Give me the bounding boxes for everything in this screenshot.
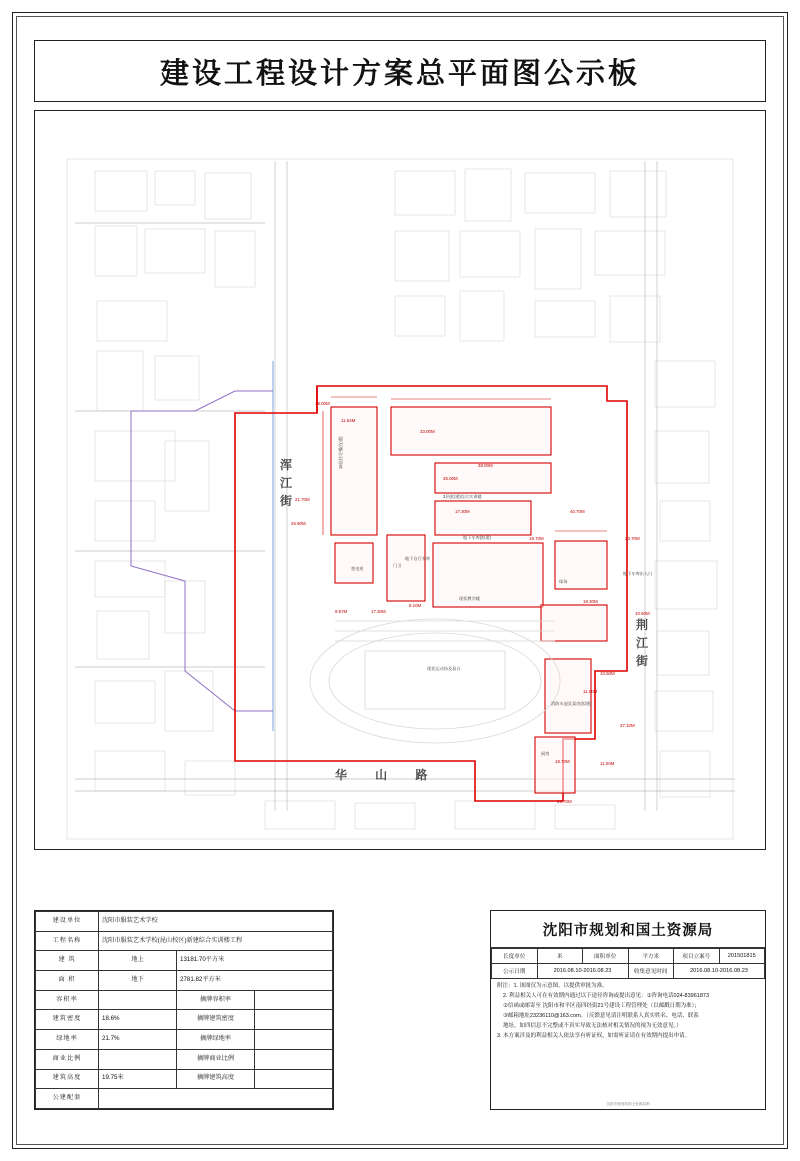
dimension-label: 40.70M	[570, 509, 585, 514]
meta-key: 项目立案号	[674, 949, 720, 964]
building-label: 厨房	[541, 751, 550, 756]
dimension-label: 26.90M	[291, 521, 306, 526]
note-line: ②信函或邮寄至 沈阳市和平区南四经街21号建设工程管理处（以邮戳日期为准）；	[503, 1002, 700, 1009]
info-label: 建设单位	[36, 912, 99, 932]
footer-mini-text: 沈阳市规划和国土资源局制	[606, 1102, 650, 1106]
dimension-label: 21.70M	[295, 497, 310, 502]
info-value: 13181.70平方米	[177, 951, 333, 971]
dimension-label: 18.70M	[555, 759, 570, 764]
dimension-label: 18.30M	[583, 599, 598, 604]
info-label: 容积率	[36, 990, 99, 1010]
meta-key: 长度单位	[492, 949, 538, 964]
project-info-table	[34, 910, 334, 1110]
building-label: 地下车库(拟建)	[463, 535, 491, 540]
info-value	[99, 990, 177, 1010]
authority-block	[490, 910, 766, 1110]
info-label: 建 筑	[36, 951, 99, 971]
info-label2: 摘牌建筑高度	[177, 1069, 255, 1089]
building-label: 现状运动场及看台	[427, 666, 461, 671]
info-value: 18.6%	[99, 1010, 177, 1030]
building-label: 地下自行车库	[405, 556, 431, 561]
notes-block	[491, 979, 765, 1045]
building-label: 地下车库出入口	[623, 571, 653, 576]
table-row	[36, 1069, 333, 1089]
info-value2	[255, 1069, 333, 1089]
street-label-jingjiang: 荆 江 街	[635, 618, 648, 668]
dimension-label: 18.00M	[315, 401, 330, 406]
table-row	[36, 990, 333, 1010]
dimension-label: 26.70M	[557, 799, 572, 804]
dimension-label: 35.00M	[443, 476, 458, 481]
building-label: 消防水池及泵房(拟建)	[551, 701, 592, 706]
dimension-label: 8.10M	[409, 603, 422, 608]
table-row	[36, 1089, 333, 1109]
info-label: 建筑密度	[36, 1010, 99, 1030]
dimension-label: 23.70M	[625, 536, 640, 541]
authority-meta-table	[491, 948, 765, 979]
table-row	[492, 949, 765, 964]
meta-value: 米	[537, 949, 583, 964]
table-row	[36, 951, 333, 971]
table-row	[36, 1049, 333, 1069]
info-label2: 摘牌绿地率	[177, 1030, 255, 1050]
info-label: 绿地率	[36, 1030, 99, 1050]
table-row	[492, 964, 765, 979]
meta-value: 2016.08.10-2016.08.23	[674, 964, 765, 979]
dimension-label: 33.00M	[420, 429, 435, 434]
dimension-label: 10.50M	[600, 671, 615, 676]
street-label-huashan: 华 山 路	[335, 768, 440, 782]
table-row	[36, 971, 333, 991]
info-label: 公建配套	[36, 1089, 99, 1109]
site-plan-map	[34, 110, 766, 850]
authority-title: 沈阳市规划和国土资源局	[491, 911, 765, 948]
site-plan-drawing	[35, 111, 765, 849]
info-label2: 摘牌建筑密度	[177, 1010, 255, 1030]
info-value2	[255, 990, 333, 1010]
info-sublabel: 地下	[99, 971, 177, 991]
info-label: 工程名称	[36, 931, 99, 951]
table-row	[36, 1030, 333, 1050]
info-value: 沈阳市服装艺术学校	[99, 912, 333, 932]
dimension-label: 19.70M	[529, 536, 544, 541]
info-value: 沈阳市服装艺术学校(昆山校区)新建综合实训楼工程	[99, 931, 333, 951]
meta-key: 收集意见时间	[628, 964, 674, 979]
info-label2: 摘牌容积率	[177, 990, 255, 1010]
meta-value: 平方米	[628, 949, 674, 964]
dimension-label: 11.00M	[583, 689, 598, 694]
note-line: 2. 利益相关人可在有效期内通过以下途径咨询或提出意见：①咨询电话024-83961873	[503, 992, 710, 999]
info-label: 商业比例	[36, 1049, 99, 1069]
dimension-label: 17.30M	[371, 609, 386, 614]
title-block	[34, 40, 766, 102]
building-label: 3层(拟建)综合实训楼	[443, 494, 482, 499]
info-value: 21.7%	[99, 1030, 177, 1050]
info-label: 面 积	[36, 971, 99, 991]
building-label: 变电室	[351, 566, 364, 571]
building-label: 球场	[559, 579, 568, 584]
meta-key: 面积单位	[583, 949, 629, 964]
dimension-label: 17.30M	[455, 509, 470, 514]
note-line: 地址，如四信息不完整或不真实导致无法核对相关情况的视为无效意见。）	[503, 1022, 682, 1029]
building-label: 门卫	[393, 563, 402, 568]
info-label2: 摘牌商业比例	[177, 1049, 255, 1069]
street-label-hunjiang: 浑 江 街	[279, 458, 292, 508]
info-label: 建筑高度	[36, 1069, 99, 1089]
note-line: ③邮箱地址23236110@163.com。（反馈意见请注明联系人真实姓名、电话、联系	[503, 1012, 699, 1019]
info-value2	[255, 1049, 333, 1069]
meta-value: 2016.08.10-2016.08.23	[537, 964, 628, 979]
table-row	[36, 931, 333, 951]
info-value: 2781.82平方米	[177, 971, 333, 991]
meta-value: 201501815	[719, 949, 765, 964]
table-row	[36, 912, 333, 932]
dimension-label: 38.00M	[478, 463, 493, 468]
dimension-label: 9.67M	[335, 609, 348, 614]
building-label: 现状教学楼	[459, 596, 480, 601]
table-row	[36, 1010, 333, 1030]
meta-key: 公示日期	[492, 964, 538, 979]
dimension-label: 27.10M	[620, 723, 635, 728]
dimension-label: 11.00M	[600, 761, 615, 766]
info-value	[99, 1089, 333, 1109]
info-value2	[255, 1010, 333, 1030]
note-line: 3. 本方案涉及的利益相关人依法享有听证权，如需听证请在有效期内提出申请。	[497, 1032, 691, 1039]
dimension-label: 10.60M	[635, 611, 650, 616]
info-value: 19.75米	[99, 1069, 177, 1089]
note-line: 附注：1. 该图仅为示意图，以提供审批为准。	[497, 983, 608, 989]
info-value2	[255, 1030, 333, 1050]
building-label: 16层住宅楼(在建)	[338, 436, 343, 469]
info-value	[99, 1049, 177, 1069]
page-title: 建设工程设计方案总平面图公示板	[159, 55, 640, 90]
dimension-label: 11.54M	[341, 418, 356, 423]
info-sublabel: 地上	[99, 951, 177, 971]
